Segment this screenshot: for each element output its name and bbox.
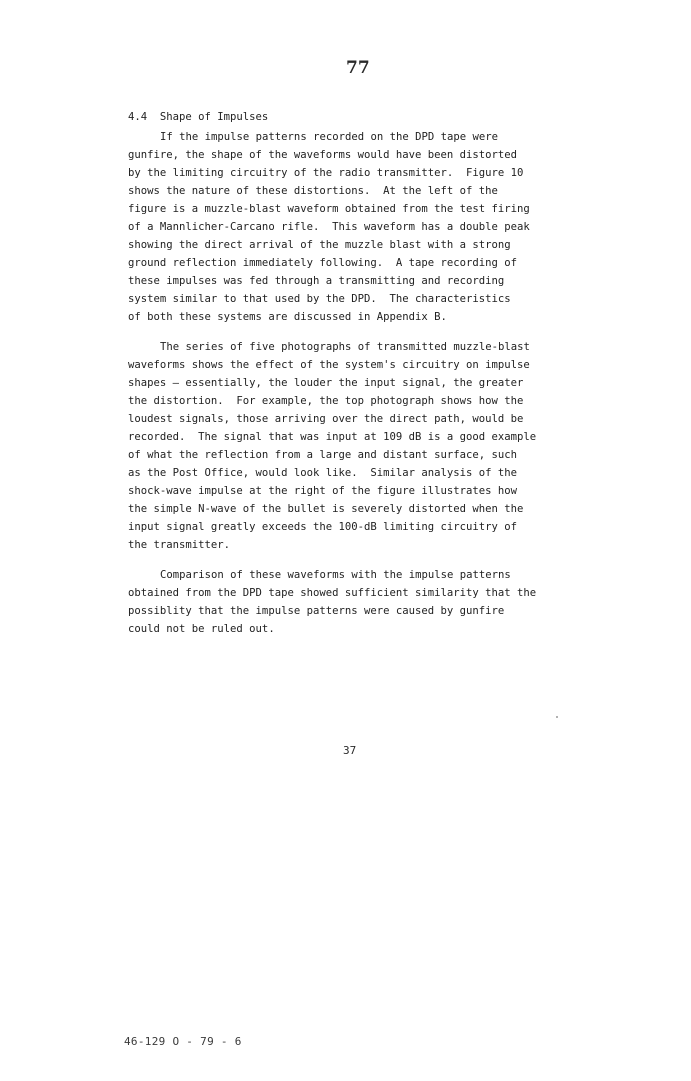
paragraph-gap xyxy=(128,554,598,566)
text-line: of a Mannlicher-Carcano rifle. This waveform has a double peak xyxy=(128,221,530,233)
section-heading: 4.4 Shape of Impulses xyxy=(128,111,269,123)
text-line: of what the reflection from a large and distant surface, such xyxy=(128,449,518,461)
text-line: waveforms shows the effect of the system's circuitry on impulse xyxy=(128,359,530,371)
text-line: loudest signals, those arriving over the direct path, would be xyxy=(128,413,524,425)
document-body xyxy=(128,108,598,638)
text-line: the transmitter. xyxy=(128,539,231,551)
paragraph-3 xyxy=(128,566,598,638)
text-line: If the impulse patterns recorded on the DPD tape were xyxy=(160,131,499,143)
text-line: the simple N-wave of the bullet is severely distorted when the xyxy=(128,503,524,515)
text-line: by the limiting circuitry of the radio transmitter. Figure 10 xyxy=(128,167,524,179)
page-number-bottom: 37 xyxy=(343,744,357,757)
print-code: 46-129 O - 79 - 6 xyxy=(124,1035,242,1048)
text-line: input signal greatly exceeds the 100-dB limiting circuitry of xyxy=(128,521,518,533)
text-line: figure is a muzzle-blast waveform obtained from the test firing xyxy=(128,203,530,215)
text-line: shows the nature of these distortions. At the left of the xyxy=(128,185,498,197)
scan-speck xyxy=(556,716,558,718)
text-line: showing the direct arrival of the muzzle blast with a strong xyxy=(128,239,511,251)
text-line: shapes — essentially, the louder the input signal, the greater xyxy=(128,377,524,389)
text-line: ground reflection immediately following. A tape recording of xyxy=(128,257,518,269)
text-line: could not be ruled out. xyxy=(128,623,275,635)
text-line: system similar to that used by the DPD. The characteristics xyxy=(128,293,511,305)
paragraph-1 xyxy=(128,128,598,326)
text-line: the distortion. For example, the top photograph shows how the xyxy=(128,395,524,407)
text-line: gunfire, the shape of the waveforms would have been distorted xyxy=(128,149,518,161)
paragraph-gap xyxy=(128,326,598,338)
text-line: shock-wave impulse at the right of the figure illustrates how xyxy=(128,485,518,497)
page-number-top: 77 xyxy=(346,58,370,78)
text-line: obtained from the DPD tape showed sufficient similarity that the xyxy=(128,587,537,599)
text-line: The series of five photographs of transmitted muzzle-blast xyxy=(160,341,530,353)
text-line: Comparison of these waveforms with the impulse patterns xyxy=(160,569,511,581)
text-line: recorded. The signal that was input at 109 dB is a good example xyxy=(128,431,537,443)
text-line: of both these systems are discussed in Appendix B. xyxy=(128,311,447,323)
text-line: these impulses was fed through a transmitting and recording xyxy=(128,275,505,287)
text-line: as the Post Office, would look like. Similar analysis of the xyxy=(128,467,518,479)
paragraph-2 xyxy=(128,338,598,554)
text-line: possiblity that the impulse patterns were caused by gunfire xyxy=(128,605,505,617)
